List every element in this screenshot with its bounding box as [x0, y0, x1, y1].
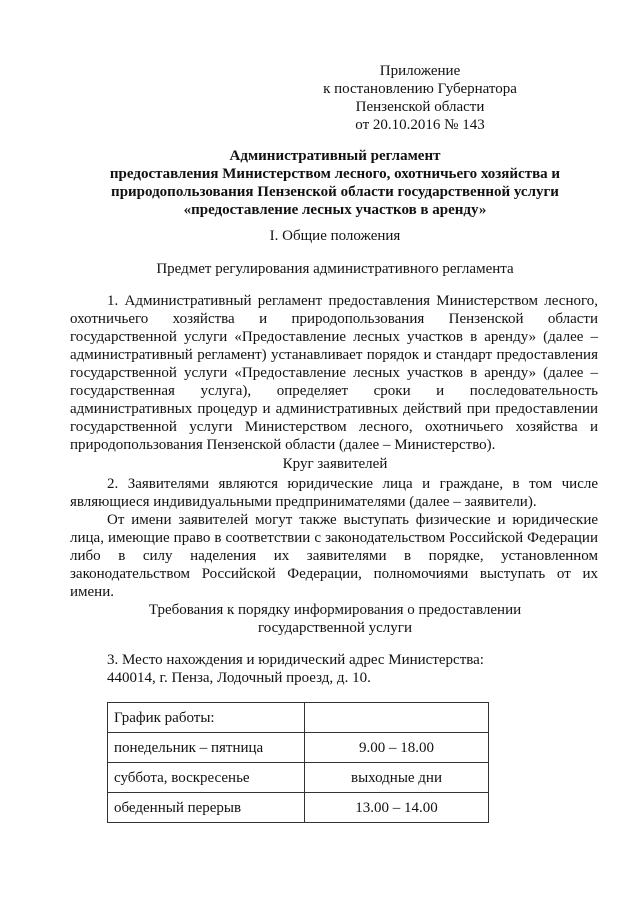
schedule-value: 13.00 – 14.00: [305, 793, 489, 823]
title-line: Административный регламент: [229, 148, 441, 164]
schedule-label: обеденный перерыв: [108, 793, 305, 823]
subject-heading: Предмет регулирования административного регламента: [156, 261, 514, 277]
applicants-heading: Круг заявителей: [282, 456, 388, 472]
title-line: «предоставление лесных участков в аренду»: [183, 202, 487, 218]
table-row: [108, 703, 489, 733]
paragraph-1: 1. Административный регламент предоставления Министерством лесного, охотничьего хозяйства и природопользования Пензенской области государственной услуги «Предоставление лесных участков в аренду» (далее – административный регламент) устанавливает порядок и стандарт предоставления государственной услуги «Предоставление лесных участков в аренду» (далее – государственная услуга), определяет сроки и последовательность административных процедур и административных действий при предоставлении государственной услуги Министерством лесного, охотничьего хозяйства и природопользования Пензенской области (далее – Министерство).: [70, 293, 598, 453]
address-line: 3. Место нахождения и юридический адрес Министерства:: [107, 652, 484, 668]
section-heading: I. Общие положения: [269, 228, 401, 244]
table-row: [108, 763, 489, 793]
appendix-line: Приложение: [379, 63, 461, 79]
address-line: 440014, г. Пенза, Лодочный проезд, д. 10.: [107, 670, 371, 686]
schedule-header: График работы:: [108, 703, 305, 733]
appendix-line: Пензенской области: [355, 99, 485, 115]
title-line: природопользования Пензенской области государственной услуги: [111, 184, 559, 200]
table-cell: [305, 703, 489, 733]
schedule-value: 9.00 – 18.00: [305, 733, 489, 763]
paragraph-3: От имени заявителей могут также выступать физические и юридические лица, имеющие право в соответствии с законодательством Российской Федерации либо в силу наделения их заявителями в порядке, установленном законодательством Российской Федерации, полномочиями выступать от их имени.: [70, 512, 598, 600]
table-row: [108, 793, 489, 823]
appendix-block: [290, 62, 550, 134]
info-heading-line: Требования к порядку информирования о предоставлении: [148, 602, 522, 618]
table-row: [108, 733, 489, 763]
info-heading-line: государственной услуги: [258, 620, 412, 636]
schedule-label: суббота, воскресенье: [108, 763, 305, 793]
schedule-label: понедельник – пятница: [108, 733, 305, 763]
document-title: [60, 147, 610, 219]
schedule-value: выходные дни: [305, 763, 489, 793]
title-line: предоставления Министерством лесного, охотничьего хозяйства и: [109, 166, 561, 182]
paragraph-2: 2. Заявителями являются юридические лица и граждане, в том числе являющиеся индивидуальными предпринимателями (далее – заявители).: [70, 476, 598, 510]
appendix-line: от 20.10.2016 № 143: [355, 117, 485, 133]
appendix-line: к постановлению Губернатора: [323, 81, 517, 97]
schedule-table: [107, 702, 489, 823]
